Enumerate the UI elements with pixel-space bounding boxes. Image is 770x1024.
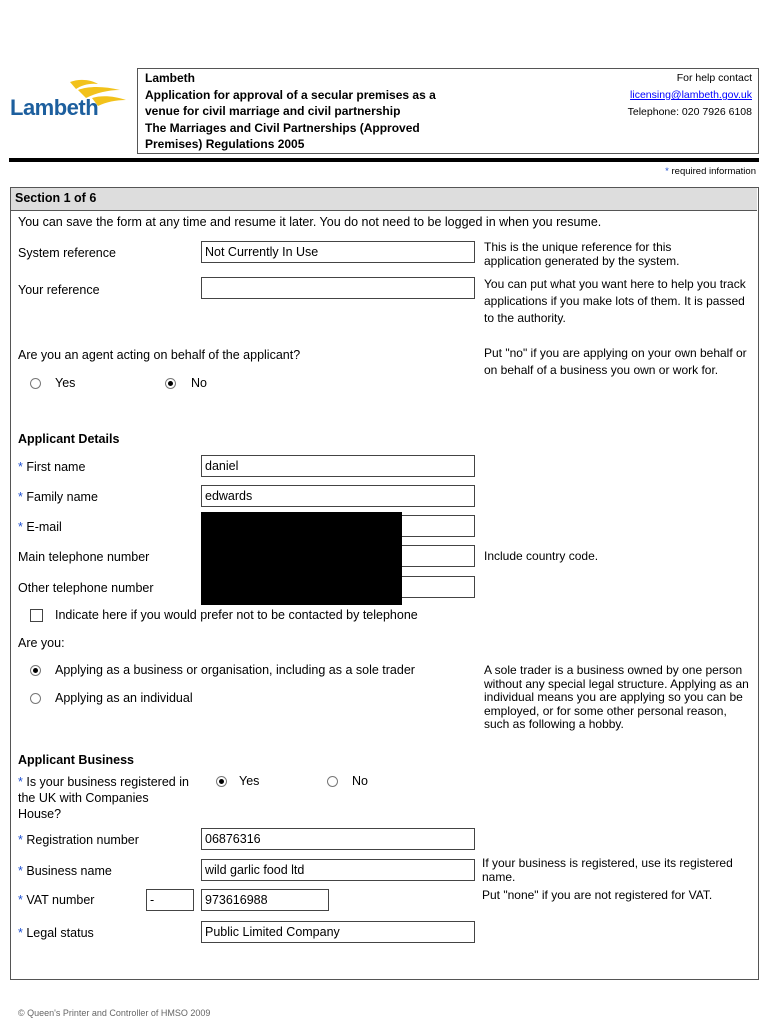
section-header (11, 188, 757, 211)
help-email-link[interactable]: licensing@lambeth.gov.uk (630, 89, 752, 101)
applicant-type-help: A sole trader is a business owned by one person without any special legal structure. Applying as an individual means you are applying so you can be employed, or for some other personal reason, such as following a hobby. (484, 663, 749, 731)
business-name-help: If your business is registered, use its registered name. (482, 856, 733, 884)
required-note: * required information (665, 166, 756, 177)
system-reference-help: This is the unique reference for this application generated by the system. (484, 240, 680, 268)
your-reference-label: Your reference (18, 283, 100, 297)
email-label: * E-mail (18, 520, 62, 534)
family-name-label: * Family name (18, 490, 98, 504)
vat-help: Put "none" if you are not registered for VAT. (482, 888, 713, 902)
business-name-label: * Business name (18, 864, 112, 878)
individual-type-label: Applying as an individual (55, 691, 193, 705)
your-reference-help: You can put what you want here to help you track applications if you make lots of them. It is passed to the authority. (484, 277, 746, 325)
no-phone-label: Indicate here if you would prefer not to be contacted by telephone (55, 608, 418, 622)
agent-no-label: No (191, 376, 207, 390)
registered-question: * Is your business registered in the UK with Companies House? (18, 775, 189, 821)
other-phone-label: Other telephone number (18, 581, 154, 595)
first-name-label: * First name (18, 460, 86, 474)
registered-yes-radio[interactable] (216, 776, 227, 787)
registered-no-label: No (352, 774, 368, 788)
applicant-business-heading: Applicant Business (18, 753, 134, 767)
registered-yes-label: Yes (239, 774, 260, 788)
family-name-input[interactable]: edwards (201, 485, 475, 507)
system-reference-label: System reference (18, 246, 116, 260)
agent-yes-radio[interactable] (30, 378, 41, 389)
header-divider (9, 158, 759, 162)
agent-yes-label: Yes (55, 376, 76, 390)
business-type-radio[interactable] (30, 665, 41, 676)
agent-question: Are you an agent acting on behalf of the applicant? (18, 348, 301, 362)
registration-number-label: * Registration number (18, 833, 139, 847)
section-title: Section 1 of 6 (15, 191, 97, 205)
applicant-details-heading: Applicant Details (18, 432, 120, 446)
footer-copyright: © Queen's Printer and Controller of HMSO 2009 (18, 1008, 211, 1018)
vat-number-input[interactable]: 973616988 (201, 889, 329, 911)
redaction-block (201, 512, 402, 605)
legal-status-select[interactable]: Public Limited Company (201, 921, 475, 943)
your-reference-input[interactable] (201, 277, 475, 299)
system-reference-field: Not Currently In Use (201, 241, 475, 263)
agent-no-radio[interactable] (165, 378, 176, 389)
business-type-label: Applying as a business or organisation, including as a sole trader (55, 663, 415, 677)
help-contact: For help contact licensing@lambeth.gov.uk Telephone: 020 7926 6108 (627, 72, 752, 118)
logo-wordmark: Lambeth (10, 95, 99, 120)
main-phone-help: Include country code. (484, 549, 599, 563)
individual-type-radio[interactable] (30, 693, 41, 704)
section-intro: You can save the form at any time and resume it later. You do not need to be logged in when you resume. (18, 215, 602, 229)
form-title: Lambeth Application for approval of a secular premises as a venue for civil marriage and civil partnership The Marriages and Civil Partnerships (Approved Premises) Regulations 2005 (145, 71, 436, 151)
vat-number-label: * VAT number (18, 893, 95, 907)
no-phone-checkbox[interactable] (30, 609, 43, 622)
agent-help: Put "no" if you are applying on your own behalf or on behalf of a business you own or work for. (484, 346, 747, 377)
first-name-input[interactable]: daniel (201, 455, 475, 477)
main-phone-label: Main telephone number (18, 550, 150, 564)
registered-no-radio[interactable] (327, 776, 338, 787)
are-you-label: Are you: (18, 636, 65, 650)
legal-status-label: * Legal status (18, 926, 94, 940)
registration-number-input[interactable]: 06876316 (201, 828, 475, 850)
business-name-input[interactable]: wild garlic food ltd (201, 859, 475, 881)
vat-prefix-input[interactable]: - (146, 889, 194, 911)
